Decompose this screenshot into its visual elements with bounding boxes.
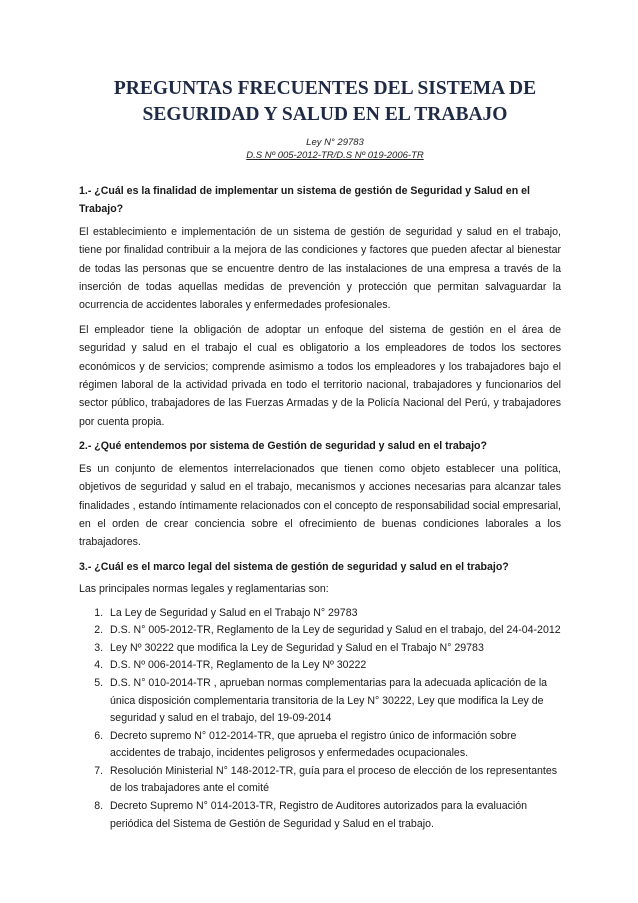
law-list-item: 1. La Ley de Seguridad y Salud en el Trabajo N° 29783 [106,605,561,623]
law-list-item: 8. Decreto Supremo N° 014-2013-TR, Registro de Auditores autorizados para la evaluación periódica del Sistema de Gestión de Seguridad y Salud en el trabajo. [106,798,561,833]
question-3-intro: Las principales normas legales y reglamentarias son: [79,583,329,596]
document-title [60,76,590,128]
question-1-paragraph-2: El empleador tiene la obligación de adoptar un enfoque del sistema de gestión en el área de seguridad y salud en el trabajo el cual es obligatorio a los empleadores de todos los sectores económicos y de servicios; comprende asimismo a todos los empleadores y los trabajadores bajo el régimen laboral de la actividad privada en todo el territorio nacional, trabajadores y funcionarios del sector público, trabajadores de las Fuerzas Armadas y de la Policía Nacional del Perú, y trabajadores por cuenta propia. [79,323,561,428]
question-2-heading: 2.- ¿Qué entendemos por sistema de Gestión de seguridad y salud en el trabajo? [79,440,487,453]
title-line-1: PREGUNTAS FRECUENTES DEL SISTEMA DE [113,78,537,99]
document-subtitle [60,136,610,162]
law-list-item: 6. Decreto supremo N° 012-2014-TR, que aprueba el registro único de información sobre accidentes de trabajo, incidentes peligrosos y enfermedades ocupacionales. [106,728,561,763]
title-line-2: SEGURIDAD Y SALUD EN EL TRABAJO [142,104,508,125]
document-body [79,182,561,833]
question-2-paragraph-1: Es un conjunto de elementos interrelacionados que tienen como objeto establecer una política, objetivos de seguridad y salud en el trabajo, mecanismos y acciones necesarias para alcanzar tales finalidades , estando íntimamente relacionados con el concepto de responsabilidad social empresarial, en el orden de crear conciencia sobre el ofrecimiento de buenas condiciones laborales a los trabajadores. [79,462,561,549]
subtitle-decrees: D.S Nº 005-2012-TR/D.S Nº 019-2006-TR [246,150,424,161]
question-3-heading: 3.- ¿Cuál es el marco legal del sistema de gestión de seguridad y salud en el trabajo? [79,560,509,573]
law-list-item: 5. D.S. N° 010-2014-TR , aprueban normas complementarias para la adecuada aplicación de la única disposición complementaria transitoria de la Ley N° 30222, Ley que modifica la Ley de seguridad y salud en el trabajo, del 19-09-2014 [106,675,561,728]
law-list-item: 4. D.S. Nº 006-2014-TR, Reglamento de la Ley Nº 30222 [106,657,561,675]
law-list-item: 7. Resolución Ministerial N° 148-2012-TR, guía para el proceso de elección de los representantes de los trabajadores ante el comité [106,763,561,798]
law-list-item: 2. D.S. N° 005-2012-TR, Reglamento de la Ley de seguridad y Salud en el trabajo, del 24-04-2012 [106,622,561,640]
law-list [79,605,561,834]
question-1-paragraph-1: El establecimiento e implementación de un sistema de gestión de seguridad y salud en el trabajo, tiene por finalidad contribuir a la mejora de las condiciones y factores que pueden afectar al bienestar de todas las personas que se encuentre dentro de las instalaciones de una empresa a través de la inserción de todas aquellas medidas de prevención y protección que permitan salvaguardar la ocurrencia de accidentes laborales y enfermedades profesionales. [79,225,561,312]
question-1-heading: 1.- ¿Cuál es la finalidad de implementar un sistema de gestión de Seguridad y Salud en el Trabajo? [79,185,530,216]
law-list-item: 3. Ley Nº 30222 que modifica la Ley de Seguridad y Salud en el Trabajo N° 29783 [106,640,561,658]
subtitle-law: Ley N° 29783 [306,137,364,148]
